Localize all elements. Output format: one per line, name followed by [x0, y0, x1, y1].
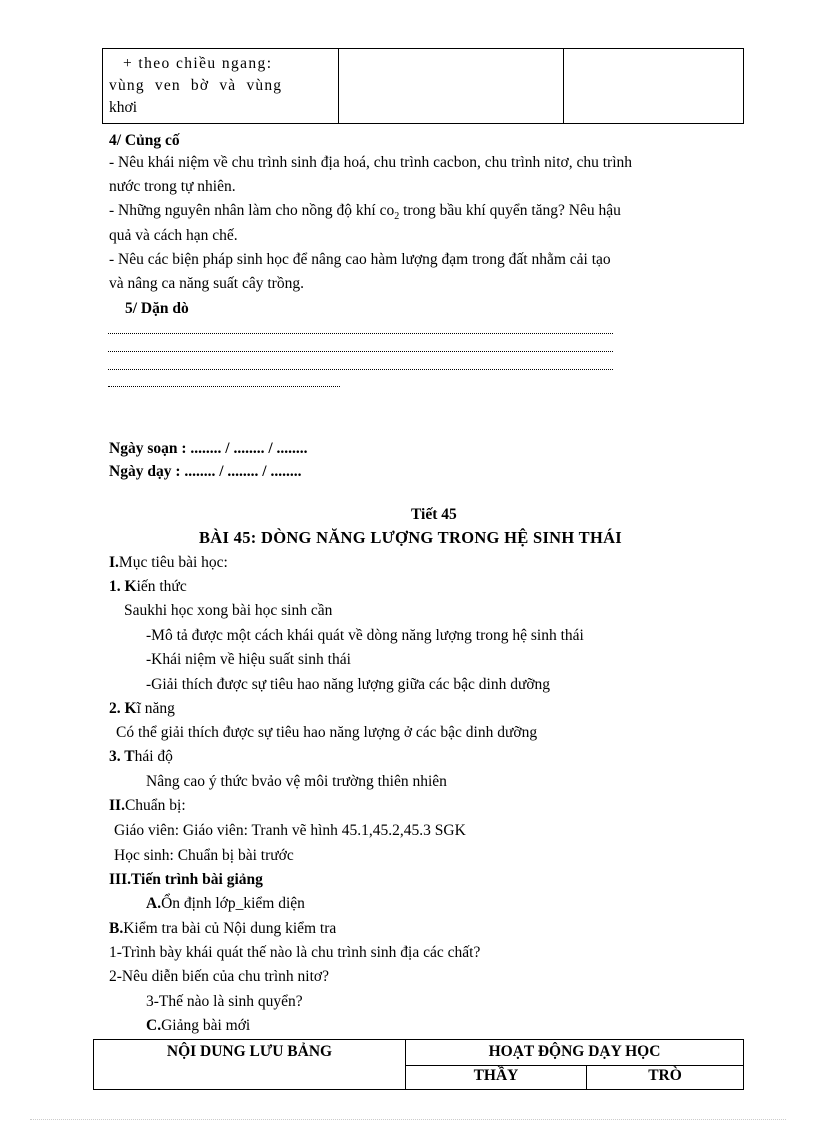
- prep-teacher: [114, 821, 466, 840]
- text-line: - Nêu các biện pháp sinh học để nâng cao hàm lượng đạm trong đất nhằm cải tạo: [109, 251, 611, 268]
- knowledge-item: -Khái niệm về hiệu suất sinh thái: [146, 651, 351, 668]
- text-line: quả và cách hạn chế.: [109, 227, 238, 244]
- lesson-table: [93, 1039, 744, 1090]
- step-bold: C.: [146, 1017, 162, 1034]
- text-line: và nâng ca năng suất cây trồng.: [109, 275, 304, 292]
- knowledge-intro: Saukhi học xong bài học sinh cần: [124, 602, 333, 619]
- date-day-value: ........ / ........ / ........: [184, 463, 302, 480]
- dotted-line: [108, 350, 613, 352]
- skills-heading: [109, 699, 175, 718]
- dotted-line: [108, 332, 613, 334]
- student-header-text: TRÒ: [648, 1067, 682, 1084]
- date-soan-value: ........ / ........ / ........: [190, 440, 308, 457]
- lesson-number: Tiết 45: [411, 506, 457, 523]
- knowledge-item: -Giải thích được sự tiêu hao năng lượng giữa các bậc dinh dưỡng: [146, 676, 551, 693]
- student-text: Chuẩn bị bài trước: [177, 847, 294, 864]
- activity-column-header: [406, 1040, 744, 1066]
- question-3: 3-Thế nào là sinh quyển?: [146, 993, 303, 1010]
- step-c: [146, 1016, 250, 1035]
- section-5-heading: 5/ Dặn dò: [125, 300, 189, 317]
- text-line: nước trong tự nhiên.: [109, 178, 236, 195]
- top-table-cell-1: [103, 49, 339, 124]
- teacher-text: Tranh vẽ hình 45.1,45.2,45.3 SGK: [251, 822, 466, 839]
- teacher-column-header: [406, 1066, 587, 1090]
- objectives-heading: [109, 553, 228, 572]
- cell-line: khơi: [109, 99, 138, 116]
- page-footer-rule: [30, 1119, 786, 1120]
- top-table-cell-3: [564, 49, 744, 124]
- heading-bold: 2. K: [109, 700, 137, 717]
- step-a: [146, 894, 305, 913]
- date-soan: [109, 439, 308, 458]
- attitude-text: Nâng cao ý thức bvảo vệ môi trường thiên nhiên: [146, 773, 447, 790]
- cell-line: + theo chiều ngang:: [123, 55, 273, 72]
- dotted-line: [108, 368, 613, 370]
- heading-rest: hái độ: [134, 748, 173, 765]
- step-bold: B.: [109, 920, 124, 937]
- skills-text: Có thể giải thích được sự tiêu hao năng lượng ở các bậc dinh dưỡng: [116, 724, 538, 741]
- knowledge-item: -Mô tả được một cách khái quát về dòng năng lượng trong hệ sinh thái: [146, 627, 584, 644]
- heading-bold: II.: [109, 797, 125, 814]
- date-day: [109, 462, 301, 481]
- date-day-label: Ngày dạy :: [109, 463, 181, 480]
- teacher-label: Giáo viên:: [114, 822, 179, 839]
- dotted-line: [108, 385, 340, 387]
- heading-rest: Chuẩn bị:: [124, 797, 186, 814]
- co2-subscript: 2: [394, 211, 400, 223]
- text-line: [109, 201, 621, 226]
- attitude-heading: [109, 747, 173, 766]
- step-rest: Giảng bài mới: [161, 1017, 251, 1034]
- step-bold: A.: [146, 895, 162, 912]
- section-4-heading: 4/ Củng cố: [109, 132, 180, 149]
- question-2: 2-Nêu diễn biến của chu trình nitơ?: [109, 968, 329, 985]
- heading-rest: ĩ năng: [136, 700, 175, 717]
- cell-line: vùng ven bờ và vùng: [109, 77, 283, 94]
- top-table-cell-2: [339, 49, 564, 124]
- heading-bold: 3. T: [109, 748, 135, 765]
- teacher-label-2: Giáo viên:: [182, 822, 248, 839]
- heading-bold: I.: [109, 554, 119, 571]
- content-column-header: [94, 1040, 406, 1090]
- text-line: - Nêu khái niệm về chu trình sinh địa hoá, chu trình cacbon, chu trình nitơ, chu trình: [109, 154, 633, 171]
- heading-rest: Mục tiêu bài học:: [118, 554, 228, 571]
- process-heading: III.Tiến trình bài giảng: [109, 871, 263, 888]
- student-column-header: [587, 1066, 744, 1090]
- prep-heading: [109, 796, 186, 815]
- student-label: Học sinh:: [114, 847, 174, 864]
- knowledge-heading: [109, 577, 187, 596]
- content-header-text: NỘI DUNG LƯU BẢNG: [166, 1043, 333, 1060]
- heading-rest: iến thức: [136, 578, 187, 595]
- step-rest: Ổn định lớp_kiểm diện: [161, 895, 305, 912]
- date-soan-label: Ngày soạn :: [109, 440, 187, 457]
- heading-bold: 1. K: [109, 578, 137, 595]
- teacher-header-text: THẦY: [473, 1067, 519, 1084]
- text-span: trong bầu khí quyển tăng? Nêu hậu: [399, 202, 621, 219]
- text-span: - Những nguyên nhân làm cho nồng độ khí co: [109, 202, 395, 219]
- question-1: 1-Trình bày khái quát thế nào là chu trình sinh địa các chất?: [109, 944, 481, 961]
- top-table: [102, 48, 744, 124]
- prep-student: [114, 846, 294, 865]
- step-b: [109, 919, 336, 938]
- step-rest: Kiểm tra bài củ Nội dung kiểm tra: [123, 920, 337, 937]
- lesson-title: BÀI 45: DÒNG NĂNG LƯỢNG TRONG HỆ SINH THÁI: [199, 528, 623, 547]
- activity-header-text: HOẠT ĐỘNG DẠY HỌC: [488, 1043, 661, 1060]
